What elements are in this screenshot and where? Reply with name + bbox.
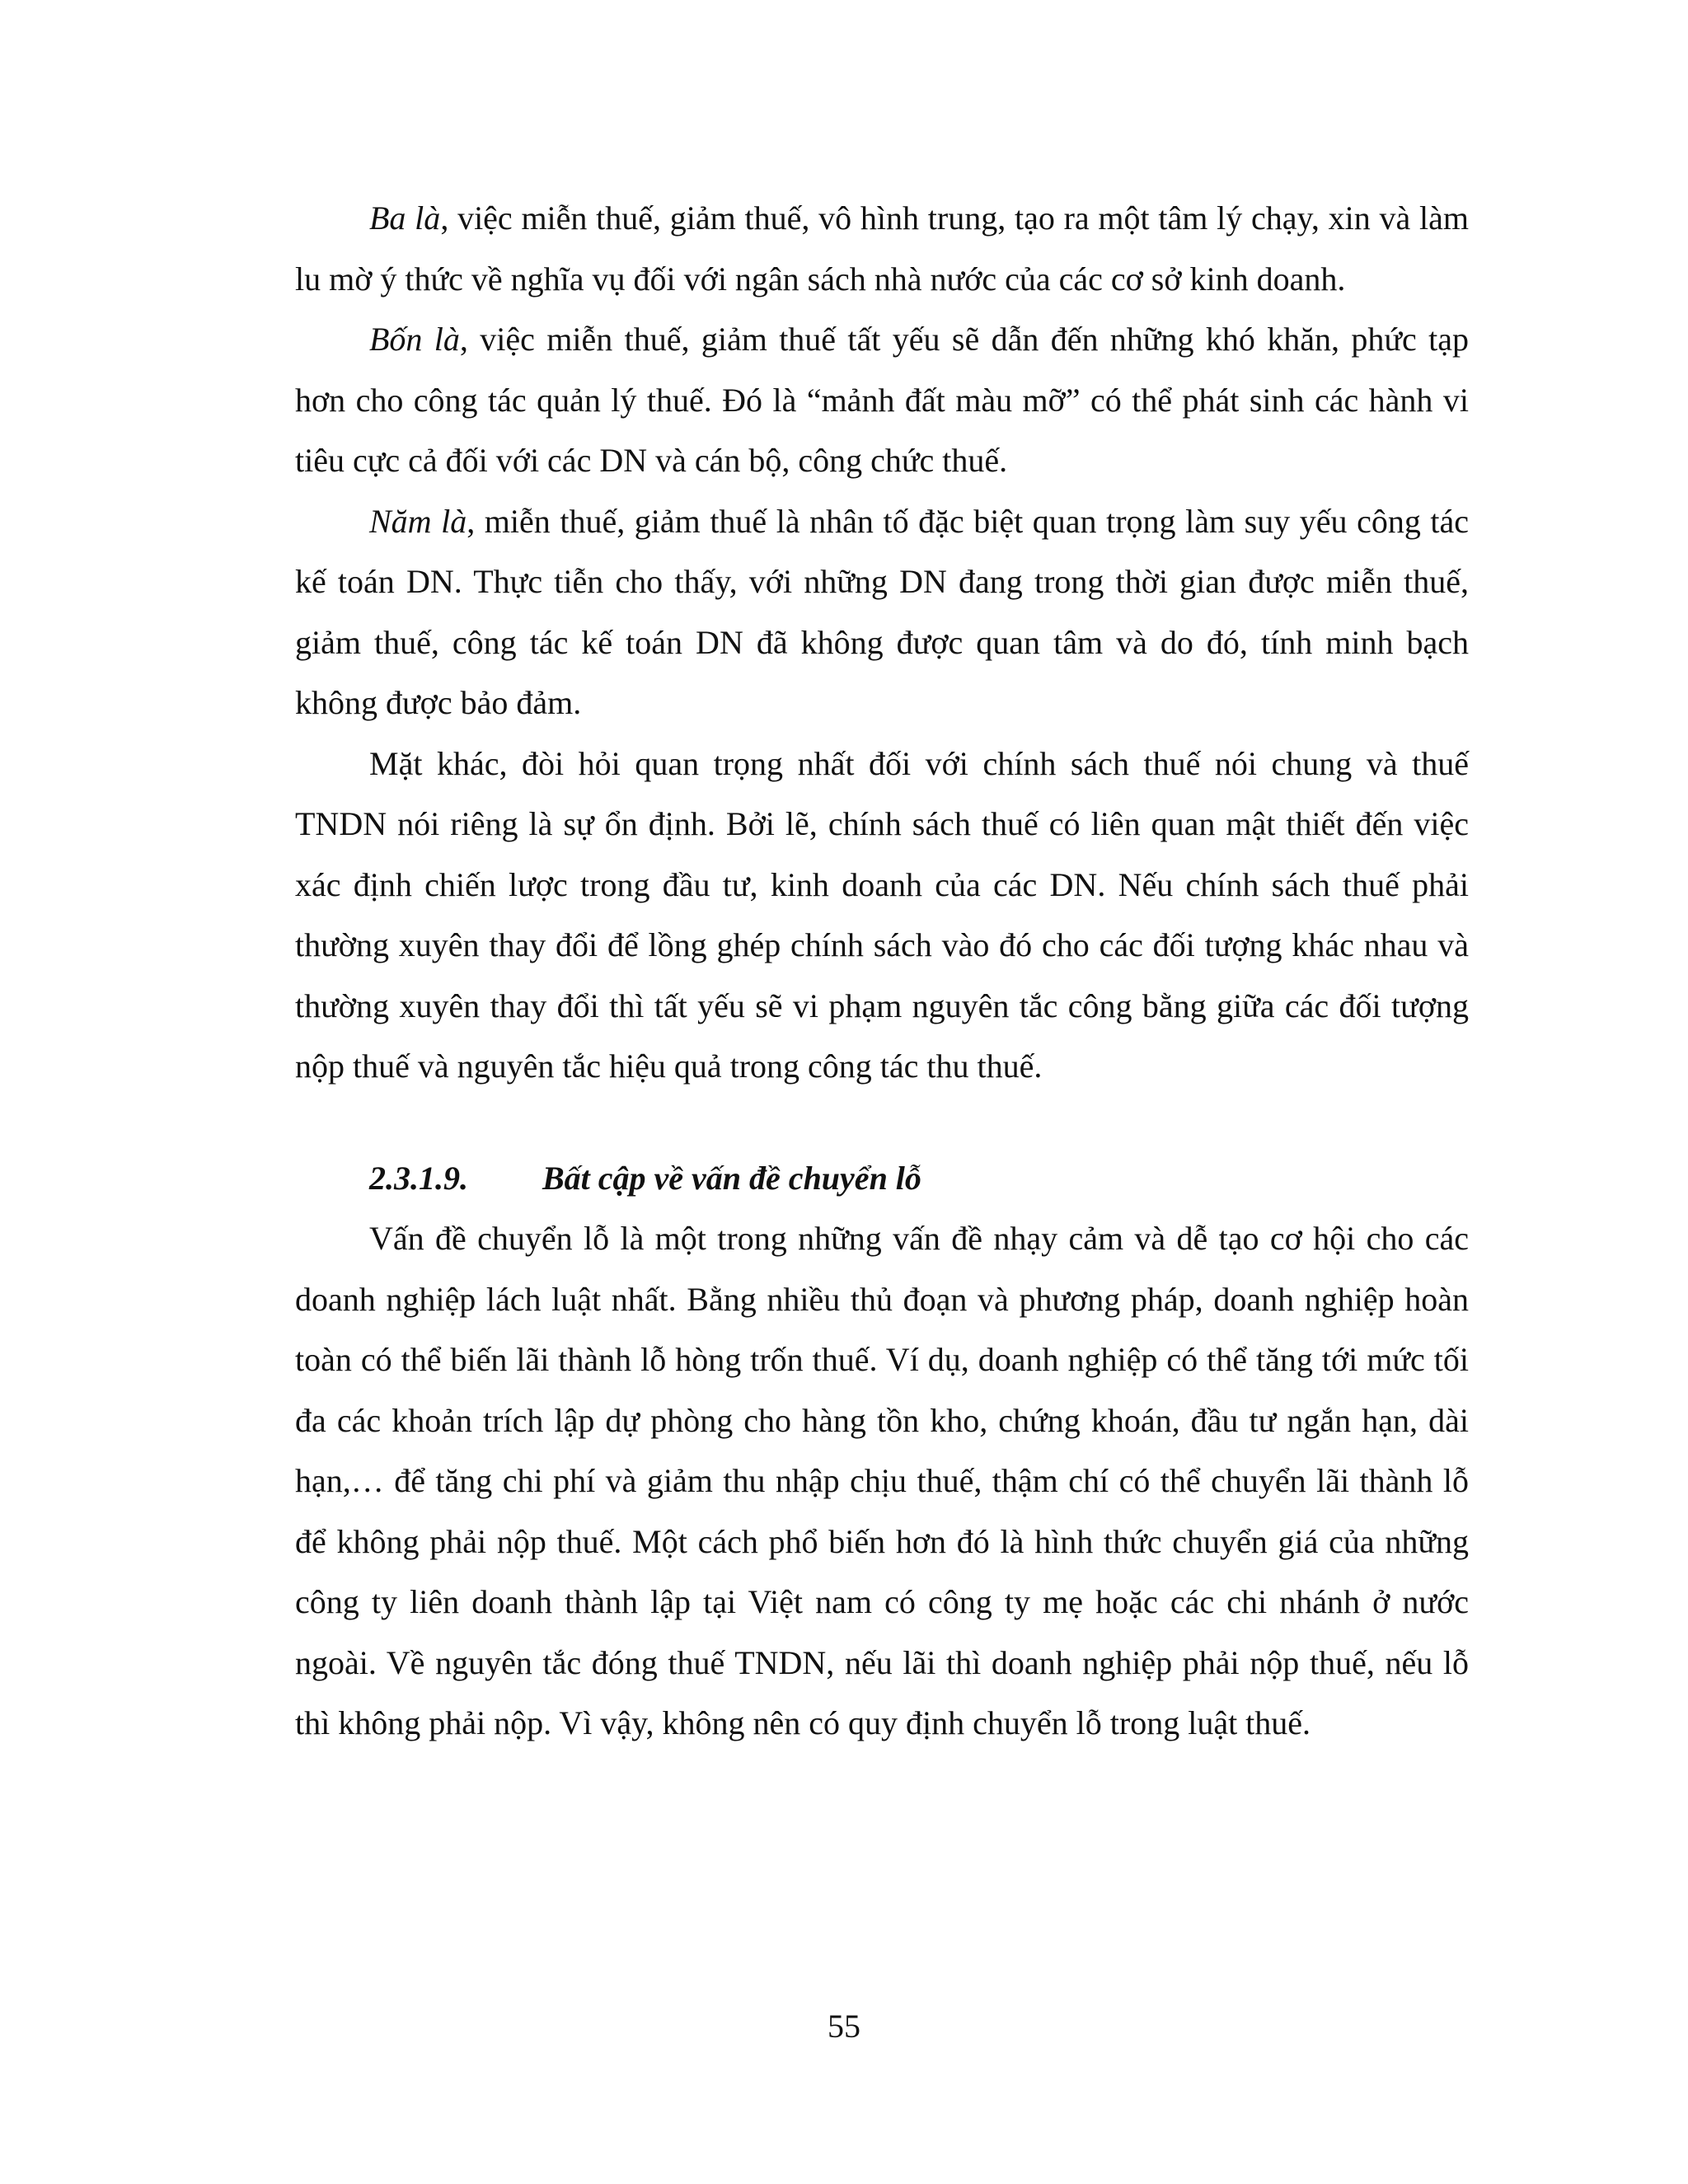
paragraph-nam-la xyxy=(295,491,1469,733)
paragraph-lead-italic: Ba là xyxy=(369,199,441,237)
paragraph-ba-la xyxy=(295,188,1469,309)
section-title: Bất cập về vấn đề chuyển lỗ xyxy=(542,1159,921,1197)
paragraph-text: , việc miễn thuế, giảm thuế, vô hình trung, tạo ra một tâm lý chạy, xin và làm lu mờ ý thức về nghĩa vụ đối với ngân sách nhà nước của các cơ sở kinh doanh. xyxy=(295,199,1470,298)
page-body xyxy=(295,188,1469,1754)
paragraph-text: Mặt khác, đòi hỏi quan trọng nhất đối với chính sách thuế nói chung và thuế TNDN nói riêng là sự ổn định. Bởi lẽ, chính sách thuế có liên quan mật thiết đến việc xác định chiến lược trong đầu tư, kinh doanh của các DN. Nếu chính sách thuế phải thường xuyên thay đổi để lồng ghép chính sách vào đó cho các đối tượng khác nhau và thường xuyên thay đổi thì tất yếu sẽ vi phạm nguyên tắc công bằng giữa các đối tượng nộp thuế và nguyên tắc hiệu quả trong công tác thu thuế. xyxy=(295,744,1469,1085)
page-number: 55 xyxy=(828,2008,860,2045)
paragraph-text: , miễn thuế, giảm thuế là nhân tố đặc biệt quan trọng làm suy yếu công tác kế toán DN. Thực tiễn cho thấy, với những DN đang trong thời gian được miễn thuế, giảm thuế, công tác kế toán DN đã không được quan tâm và do đó, tính minh bạch không được bảo đảm. xyxy=(295,502,1470,721)
paragraph-text: , việc miễn thuế, giảm thuế tất yếu sẽ dẫn đến những khó khăn, phức tạp hơn cho công tác quản lý thuế. Đó là “mảnh đất màu mỡ” có thể phát sinh các hành vi tiêu cực cả đối với các DN và cán bộ, công chức thuế. xyxy=(295,321,1469,479)
paragraph-chuyen-lo xyxy=(295,1208,1469,1754)
paragraph-bon-la xyxy=(295,309,1469,491)
paragraph-lead-italic: Năm là xyxy=(369,502,467,540)
paragraph-text: Vấn đề chuyển lỗ là một trong những vấn đề nhạy cảm và dễ tạo cơ hội cho các doanh nghiệp lách luật nhất. Bằng nhiều thủ đoạn và phương pháp, doanh nghiệp hoàn toàn có thể biến lãi thành lỗ hòng trốn thuế. Ví dụ, doanh nghiệp có thể tăng tới mức tối đa các khoản trích lập dự phòng cho hàng tồn kho, chứng khoán, đầu tư ngắn hạn, dài hạn,… để tăng chi phí và giảm thu nhập chịu thuế, thậm chí có thể chuyển lãi thành lỗ để không phải nộp thuế. Một cách phổ biến hơn đó là hình thức chuyển giá của những công ty liên doanh thành lập tại Việt nam có công ty mẹ hoặc các chi nhánh ở nước ngoài. Về nguyên tắc đóng thuế TNDN, nếu lãi thì doanh nghiệp phải nộp thuế, nếu lỗ thì không phải nộp. Vì vậy, không nên có quy định chuyển lỗ trong luật thuế. xyxy=(295,1220,1469,1741)
section-number: 2.3.1.9. xyxy=(369,1159,468,1197)
paragraph-mat-khac xyxy=(295,733,1469,1097)
paragraph-lead-italic: Bốn là xyxy=(369,321,460,358)
section-heading xyxy=(295,1148,1469,1209)
